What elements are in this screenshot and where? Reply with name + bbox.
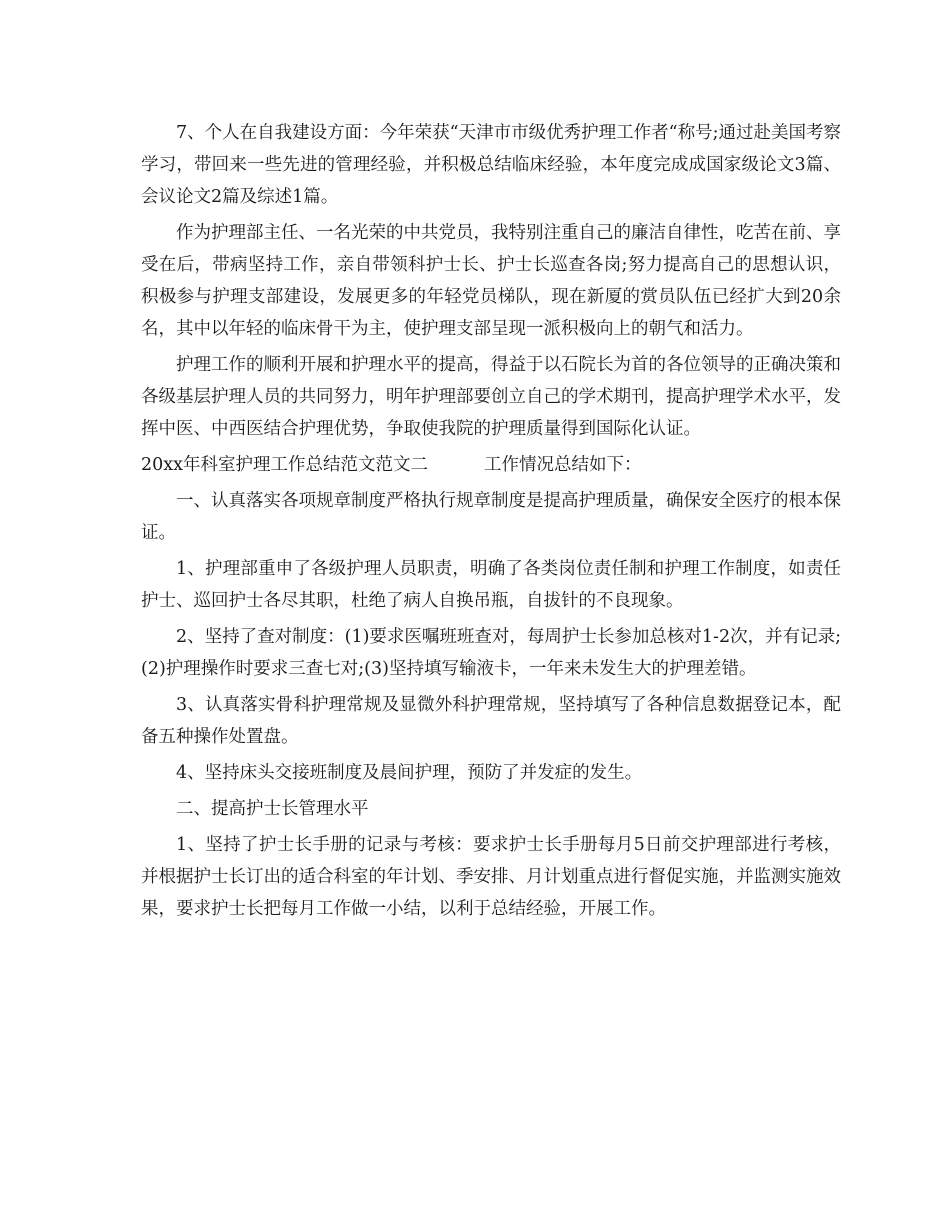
paragraph-item-2: 2、坚持了查对制度：(1)要求医嘱班班查对，每周护士长参加总核对1-2次，并有记录;(2)护理操作时要求三查七对;(3)坚持填写输液卡，一年来未发生大的护理差错。 [141,627,841,679]
paragraph-self-development: 7、个人在自我建设方面：今年荣获“天津市市级优秀护理工作者“称号;通过赴美国考察学习，带回来一些先进的管理经验，并积极总结临床经验，本年度完成成国家级论文3篇、会议论文2篇及综述1篇。 [141,123,841,207]
section-heading-title: 20xx年科室护理工作总结范文范文二 [141,455,429,475]
paragraph-party-member: 作为护理部主任、一名光荣的中共党员，我特别注重自己的廉洁自律性，吃苦在前、享受在后，带病坚持工作，亲自带领科护士长、护士长巡查各岗;努力提高自己的思想认识，积极参与护理支部建设，发展更多的年轻党员梯队，现在新厦的赏员队伍已经扩大到20余名，其中以年轻的临床骨干为主，使护理支部呈现一派积极向上的朝气和活力。 [141,223,841,339]
paragraph-item-1: 1、护理部重申了各级护理人员职责，明确了各类岗位责任制和护理工作制度，如责任护士、巡回护士各尽其职，杜绝了病人自换吊瓶，自拔针的不良现象。 [141,559,841,611]
section-heading-subtitle: 工作情况总结如下： [484,455,642,475]
section-heading [141,449,841,481]
paragraph-item-3: 3、认真落实骨科护理常规及显微外科护理常规，坚持填写了各种信息数据登记本，配备五种操作处置盘。 [141,695,841,747]
paragraph-section-two: 二、提高护士长管理水平 [176,799,369,819]
document-body [141,117,841,929]
paragraph-outlook: 护理工作的顺利开展和护理水平的提高，得益于以石院长为首的各位领导的正确决策和各级基层护理人员的共同努力，明年护理部要创立自己的学术期刊，提高护理学术水平，发挥中医、中西医结合护理优势，争取使我院的护理质量得到国际化认证。 [141,355,841,439]
paragraph-item-4: 4、坚持床头交接班制度及晨间护理，预防了并发症的发生。 [176,763,643,783]
paragraph-rules: 一、认真落实各项规章制度严格执行规章制度是提高护理质量，确保安全医疗的根本保证。 [141,491,841,543]
paragraph-head-nurse-manual: 1、坚持了护士长手册的记录与考核：要求护士长手册每月5日前交护理部进行考核，并根据护士长订出的适合科室的年计划、季安排、月计划重点进行督促实施，并监测实施效果，要求护士长把每月工作做一小结，以利于总结经验，开展工作。 [141,835,841,919]
